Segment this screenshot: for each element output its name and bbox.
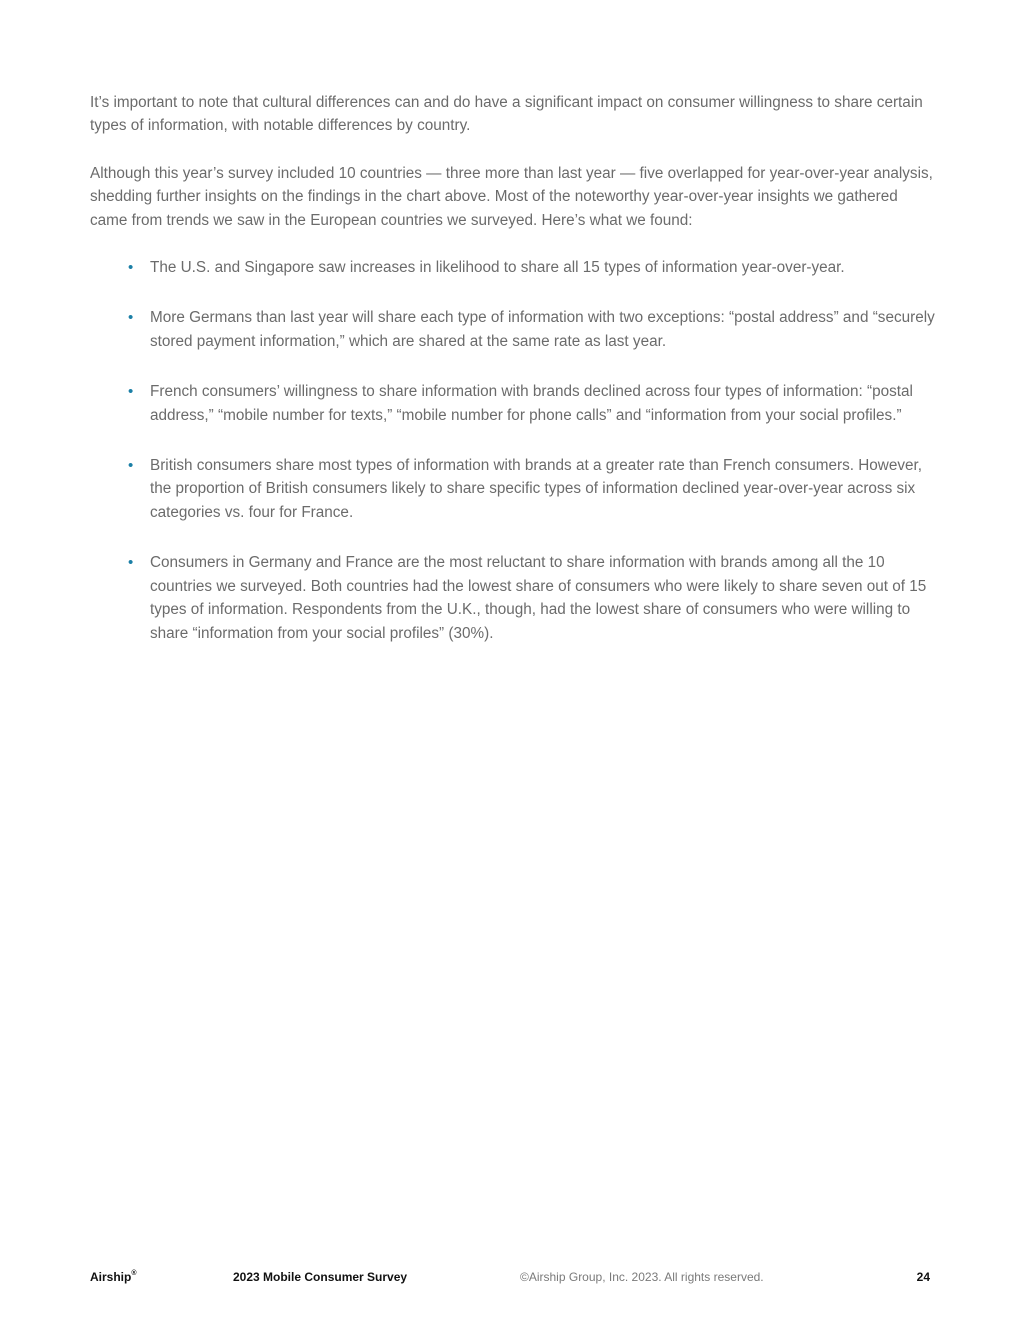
list-item-text: The U.S. and Singapore saw increases in likelihood to share all 15 types of information year-over-year. [150, 259, 845, 277]
bullet-icon: • [128, 309, 134, 327]
analysis-paragraph: Although this year’s survey included 10 countries — three more than last year — five overlapped for year-over-year analysis, shedding further insights on the findings in the chart above. Most of the noteworthy year-over-year insights we gathered came from trends we saw in the European countries we surveyed. Here’s what we found: [90, 164, 933, 229]
page-footer [90, 1268, 930, 1286]
bullet-icon: • [128, 383, 134, 401]
list-item [128, 454, 938, 524]
list-item-text: Consumers in Germany and France are the most reluctant to share information with brands among all the 10 countries we surveyed. Both countries had the lowest share of consumers who were likely to share seven out of 15 types of information. Respondents from the U.K., though, had the lowest share of consumers who were willing to share “information from your social profiles” (30%). [150, 554, 927, 642]
copyright-notice: ©Airship Group, Inc. 2023. All rights reserved. [520, 1270, 764, 1284]
list-item-text: More Germans than last year will share each type of information with two exceptions: “postal address” and “securely stored payment information,” which are shared at the same rate as last year. [150, 309, 935, 350]
list-item-text: British consumers share most types of information with brands at a greater rate than French consumers. However, the proportion of British consumers likely to share specific types of information declined year-over-year across six categories vs. four for France. [150, 457, 922, 521]
list-item [128, 380, 938, 427]
findings-list [90, 256, 938, 645]
list-item [128, 306, 938, 353]
bullet-icon: • [128, 554, 134, 572]
list-item [128, 551, 938, 645]
bullet-icon: • [128, 457, 134, 475]
brand-logo [90, 1268, 137, 1286]
list-item-text: French consumers’ willingness to share information with brands declined across four types of information: “postal address,” “mobile number for texts,” “mobile number for phone calls” and “information from your social profiles.” [150, 383, 913, 424]
document-title: 2023 Mobile Consumer Survey [233, 1270, 408, 1284]
bullet-icon: • [128, 259, 134, 277]
brand-name: Airship [90, 1270, 132, 1284]
registered-mark: ® [131, 1270, 137, 1277]
list-item [128, 256, 938, 279]
page-number: 24 [916, 1270, 930, 1284]
intro-paragraph: It’s important to note that cultural differences can and do have a significant impact on consumer willingness to share certain types of information, with notable differences by country. [90, 94, 923, 135]
page-body [90, 91, 938, 672]
